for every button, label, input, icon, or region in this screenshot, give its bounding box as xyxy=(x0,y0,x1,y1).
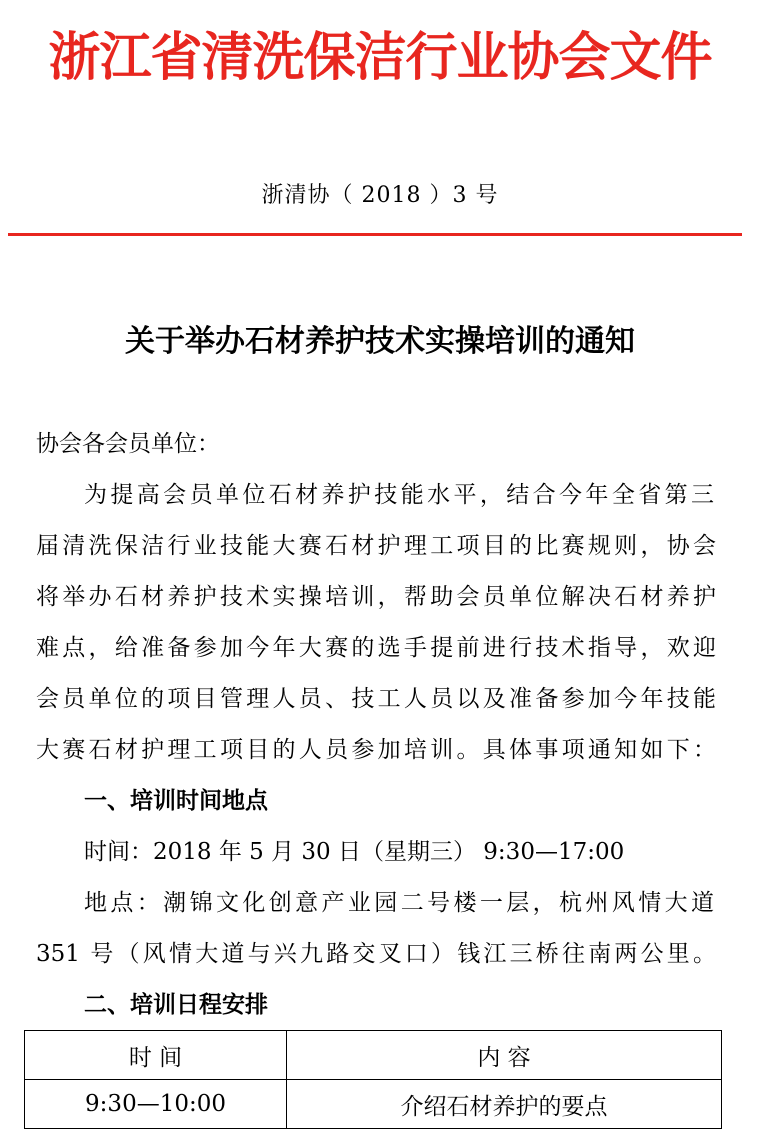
salutation: 协会各会员单位： xyxy=(36,431,220,457)
intro-line: 会员单位的项目管理人员、技工人员以及准备参加今年技能 xyxy=(36,686,716,712)
section-heading-schedule: 二、培训日程安排 xyxy=(84,992,268,1018)
intro-line: 难点，给准备参加今年大赛的选手提前进行技术指导，欢迎 xyxy=(36,635,716,661)
table-header-content: 内 容 xyxy=(287,1031,722,1080)
intro-line: 将举办石材养护技术实操培训，帮助会员单位解决石材养护 xyxy=(36,584,716,610)
masthead-title: 浙江省清洗保洁行业协会文件 xyxy=(48,28,712,88)
notice-title: 关于举办石材养护技术实操培训的通知 xyxy=(125,324,635,359)
table-cell-time: 9:30—10:00 xyxy=(25,1080,287,1129)
document-number: 浙清协（ 2018 ）3 号 xyxy=(261,183,499,208)
intro-line: 大赛石材护理工项目的人员参加培训。具体事项通知如下： xyxy=(36,737,716,763)
schedule-table xyxy=(24,1030,722,1129)
table-row xyxy=(25,1080,722,1129)
red-divider-line xyxy=(8,233,742,236)
intro-line: 届清洗保洁行业技能大赛石材护理工项目的比赛规则，协会 xyxy=(36,533,716,559)
table-header-row xyxy=(25,1031,722,1080)
intro-line: 为提高会员单位石材养护技能水平，结合今年全省第三 xyxy=(84,482,714,508)
table-header-time: 时 间 xyxy=(25,1031,287,1080)
table-cell-content: 介绍石材养护的要点 xyxy=(287,1080,722,1129)
section-heading-time-place: 一、培训时间地点 xyxy=(84,788,268,814)
training-time-line: 时间：2018 年 5 月 30 日（星期三） 9:30—17:00 xyxy=(84,839,625,865)
training-place-line: 地点：潮锦文化创意产业园二号楼一层，杭州风情大道 xyxy=(84,890,714,916)
training-place-line: 351 号（风情大道与兴九路交叉口）钱江三桥往南两公里。 xyxy=(36,941,716,967)
